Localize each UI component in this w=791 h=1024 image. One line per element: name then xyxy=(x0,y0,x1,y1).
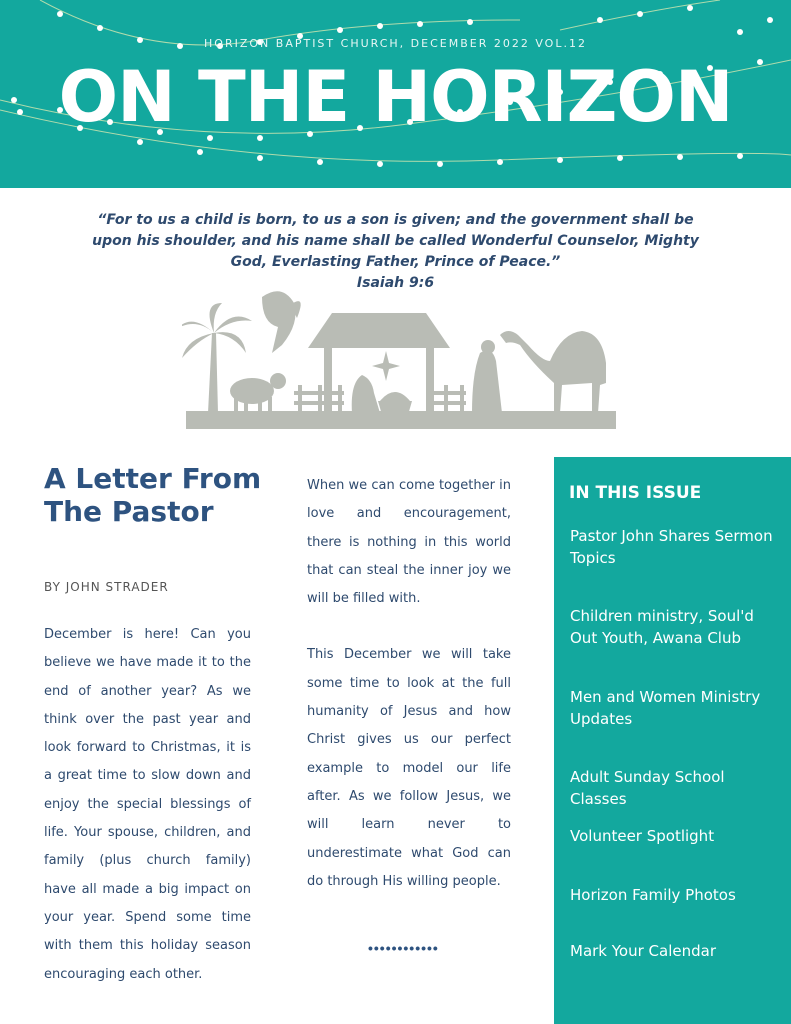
dotted-separator: •••••••••••• xyxy=(368,940,439,956)
letter-paragraph-3: This December we will take some time to look at the full humanity of Jesus and how Christ gives us our perfect example to model our life after. As we follow Jesus, we will learn never to underestimate what God can do through His willing people. xyxy=(307,647,511,889)
nativity-scene-illustration xyxy=(182,283,618,433)
letter-heading: A Letter From The Pastor xyxy=(44,462,262,528)
verse-text: “For to us a child is born, to us a son is given; and the government shall be upon his shoulder, and his name shall be called Wonderful Counselor, Mighty God, Everlasting Father, Prince of Peace.” xyxy=(92,212,699,270)
sidebar-item-sermon-topics[interactable]: Pastor John Shares Sermon Topics xyxy=(570,527,773,567)
light-bulb xyxy=(467,19,473,25)
sidebar-item-men-women-ministry[interactable]: Men and Women Ministry Updates xyxy=(570,688,761,728)
light-bulb xyxy=(677,154,683,160)
newsletter-title: ON THE HORIZON xyxy=(58,56,733,138)
light-bulb xyxy=(557,157,563,163)
light-bulb xyxy=(137,139,143,145)
light-bulb xyxy=(597,17,603,23)
sidebar-item-children-ministry[interactable]: Children ministry, Soul'd Out Youth, Awana Club xyxy=(570,607,754,647)
in-this-issue-sidebar xyxy=(554,457,791,1024)
light-bulb xyxy=(737,153,743,159)
issue-kicker: HORIZON BAPTIST CHURCH, DECEMBER 2022 VOL.12 xyxy=(204,37,587,50)
light-bulb xyxy=(637,11,643,17)
sidebar-item-volunteer-spotlight[interactable]: Volunteer Spotlight xyxy=(570,827,715,845)
scripture-quote xyxy=(80,210,711,294)
light-bulb xyxy=(437,161,443,167)
sidebar-item-family-photos[interactable]: Horizon Family Photos xyxy=(570,886,736,904)
letter-paragraph-2: When we can come together in love and encouragement, there is nothing in this world that can steal the inner joy we will be filled with. xyxy=(307,478,511,607)
light-bulb xyxy=(617,155,623,161)
light-bulb xyxy=(337,27,343,33)
author-byline: BY JOHN STRADER xyxy=(44,580,169,594)
light-bulb xyxy=(687,5,693,11)
sidebar-heading: IN THIS ISSUE xyxy=(569,483,702,503)
light-bulb xyxy=(377,161,383,167)
verse-reference: Isaiah 9:6 xyxy=(356,275,435,291)
light-bulb xyxy=(377,23,383,29)
letter-column-2 xyxy=(307,472,511,924)
light-bulb xyxy=(497,159,503,165)
light-bulb xyxy=(737,29,743,35)
light-bulb xyxy=(97,25,103,31)
light-bulb xyxy=(57,11,63,17)
light-bulb xyxy=(197,149,203,155)
light-bulb xyxy=(317,159,323,165)
light-bulb xyxy=(767,17,773,23)
light-bulb xyxy=(257,155,263,161)
light-bulb xyxy=(417,21,423,27)
sidebar-item-calendar[interactable]: Mark Your Calendar xyxy=(570,942,716,960)
sidebar-item-sunday-school[interactable]: Adult Sunday School Classes xyxy=(570,768,725,808)
masthead-banner xyxy=(0,0,791,188)
letter-column-1: December is here! Can you believe we have made it to the end of another year? As we think over the past year and look forward to Christmas, it is a great time to slow down and enjoy the special blessings of life. Your spouse, children, and family (plus church family) have all made a big impact on your year. Spend some time with them this holiday season encouraging each other. xyxy=(44,627,251,982)
